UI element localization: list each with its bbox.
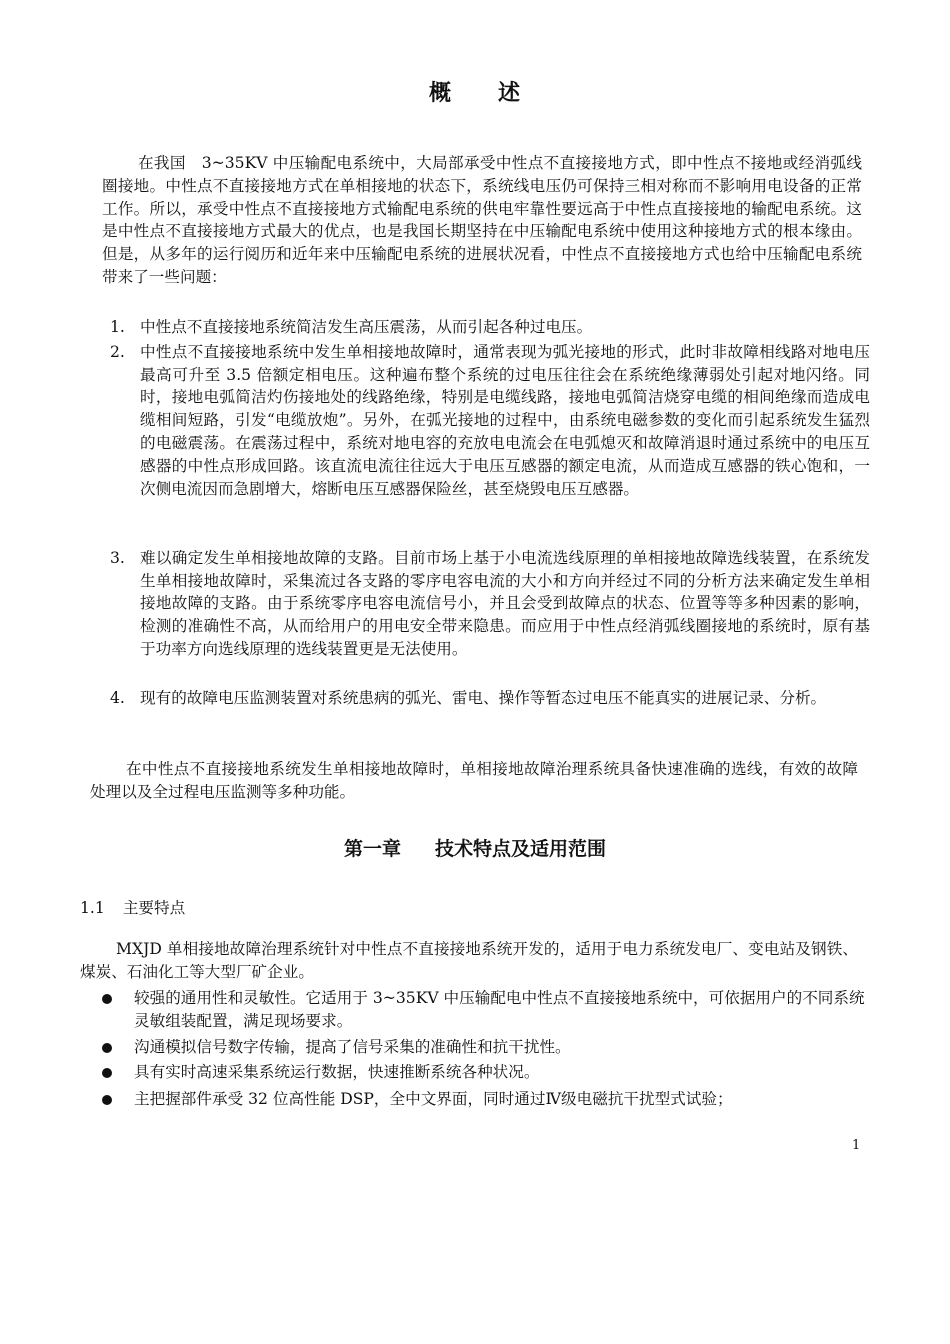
list-item xyxy=(102,687,870,710)
section-number: 1.1 xyxy=(80,899,105,917)
list-number: 1. xyxy=(110,318,125,336)
bullet-icon xyxy=(102,1043,112,1053)
intro-paragraph: 在我国 3~35KV 中压输配电系统中，大局部承受中性点不直接接地方式，即中性点不接地或经消弧线圈接地。中性点不直接接地方式在单相接地的状态下，系统线电压仍可保持三相对称而不影响用电设备的正常工作。所以，承受中性点不直接接地方式输配电系统的供电牢靠性要远高于中性点直接接地的输配电系统。这是中性点不直接接地方式最大的优点，也是我国长期坚持在中压输配电系统中使用这种接地方式的根本缘由。但是，从多年的运行阅历和近年来中压输配电系统的进展状况看，中性点不直接接地方式也给中压输配电系统带来了一些问题： xyxy=(102,154,862,286)
list-number: 3. xyxy=(110,548,125,567)
chapter-title: 技术特点及适用范围 xyxy=(435,838,607,860)
list-item xyxy=(102,547,870,687)
chapter-heading xyxy=(0,834,950,861)
problem-list xyxy=(102,316,870,710)
list-number: 2. xyxy=(110,342,125,361)
chapter-number: 第一章 xyxy=(343,838,401,860)
list-item xyxy=(102,341,870,547)
list-item-text: 具有实时高速采集系统运行数据，快速推断系统各种状况。 xyxy=(134,1063,540,1082)
list-item-text: 沟通模拟信号数字传输，提高了信号采集的准确性和抗干扰性。 xyxy=(134,1037,571,1056)
section-heading xyxy=(80,896,185,918)
list-number: 4. xyxy=(110,688,125,707)
list-item-text: 中性点不直接接地系统简洁发生高压震荡，从而引起各种过电压。 xyxy=(140,318,593,336)
list-item xyxy=(96,987,866,1033)
page-title: 概 述 xyxy=(428,81,521,106)
list-item xyxy=(96,1088,866,1111)
list-item xyxy=(102,316,870,339)
feature-list xyxy=(96,987,866,1114)
list-item-text: 较强的通用性和灵敏性。它适用于 3~35KV 中压输配电中性点不直接接地系统中，可依据用户的不同系统灵敏组装配置，满足现场要求。 xyxy=(134,989,865,1030)
list-item xyxy=(96,1061,866,1084)
list-item xyxy=(96,1036,866,1059)
section-paragraph: MXJD 单相接地故障治理系统针对中性点不直接接地系统开发的，适用于电力系统发电厂、变电站及钢铁、煤炭、石油化工等大型厂矿企业。 xyxy=(80,940,858,981)
summary-paragraph: 在中性点不直接接地系统发生单相接地故障时，单相接地故障治理系统具备快速准确的选线，有效的故障处理以及全过程电压监测等多种功能。 xyxy=(90,760,858,801)
list-item-text: 现有的故障电压监测装置对系统患病的弧光、雷电、操作等暂态过电压不能真实的进展记录、分析。 xyxy=(140,688,827,707)
bullet-icon xyxy=(102,1095,112,1105)
page-number: 1 xyxy=(852,1138,861,1153)
list-item-text: 难以确定发生单相接地故障的支路。目前市场上基于小电流选线原理的单相接地故障选线装置，在系统发生单相接地故障时，采集流过各支路的零序电容电流的大小和方向并经过不同的分析方法来确定发生单相接地故障的支路。由于系统零序电容电流信号小，并且会受到故障点的状态、位置等等多种因素的影响，检测的准确性不高，从而给用户的用电安全带来隐患。而应用于中性点经消弧线圈接地的系统时，原有基于功率方向选线原理的选线装置更是无法使用。 xyxy=(140,548,870,658)
bullet-icon xyxy=(102,994,112,1004)
section-title: 主要特点 xyxy=(122,899,186,917)
list-item-text: 中性点不直接接地系统中发生单相接地故障时，通常表现为弧光接地的形式，此时非故障相线路对地电压最高可升至 3.5 倍额定相电压。这种遍布整个系统的过电压往往会在系统绝缘薄弱处引起对地闪络。同时，接地电弧简洁灼伤接地处的线路绝缘，特别是电缆线路，接地电弧简洁烧穿电缆的相间绝缘而造成电缆相间短路，引发“电缆放炮”。另外，在弧光接地的过程中，由系统电磁参数的变化而引起系统发生猛烈的电磁震荡。在震荡过程中，系统对地电容的充放电电流会在电弧熄灭和故障消退时通过系统中的电压互感器的中性点形成回路。该直流电流往往远大于电压互感器的额定电流，从而造成互感器的铁心饱和，一次侧电流因而急剧增大，熔断电压互感器保险丝，甚至烧毁电压互感器。 xyxy=(140,342,870,498)
list-item-text: 主把握部件承受 32 位高性能 DSP，全中文界面，同时通过Ⅳ级电磁抗干扰型式试验； xyxy=(134,1090,733,1109)
bullet-icon xyxy=(102,1068,112,1078)
